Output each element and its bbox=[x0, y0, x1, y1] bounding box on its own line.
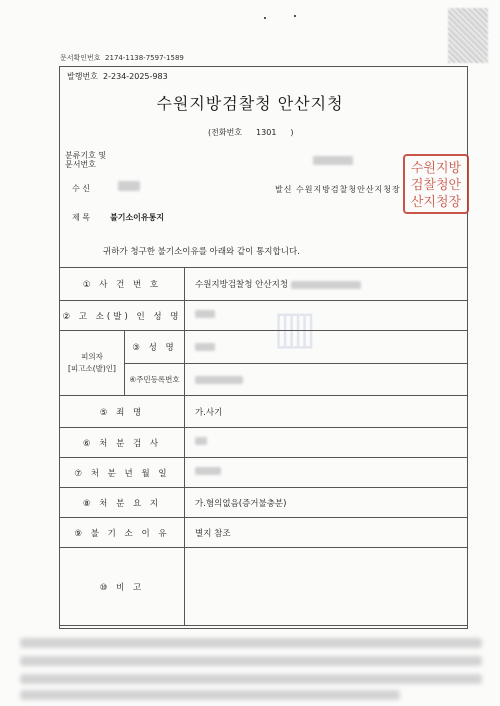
table-row bbox=[60, 548, 468, 626]
subject-label: 제 목 bbox=[72, 213, 90, 222]
table-row bbox=[60, 428, 468, 458]
suspect-group-cell bbox=[60, 331, 185, 396]
redacted-doc-number bbox=[313, 156, 353, 165]
row-label: ⑧ 처 분 요 지 bbox=[60, 488, 185, 518]
row-label: ③ 성 명 bbox=[125, 331, 184, 364]
table-row bbox=[60, 268, 468, 301]
row-label: ④주민등록번호 bbox=[129, 374, 180, 384]
sender: 발신 수원지방검찰청안산지청장 bbox=[275, 185, 401, 194]
table-row bbox=[60, 331, 468, 396]
table-row bbox=[60, 396, 468, 428]
disposition-summary-value: 가.혐의없음(증거불충분) bbox=[185, 488, 468, 518]
table-row bbox=[60, 518, 468, 548]
page-title: 수원지방검찰청 안산지청 bbox=[156, 94, 344, 113]
official-seal: 수원지방 검찰청안 산지청장 bbox=[403, 154, 469, 214]
table-row bbox=[60, 488, 468, 518]
row-label: ② 고 소(발) 인 성 명 bbox=[60, 301, 185, 331]
redacted-footer-line bbox=[20, 656, 482, 666]
redacted-footer-line bbox=[20, 674, 482, 684]
row-label: ⑦ 처 분 년 월 일 bbox=[60, 458, 185, 488]
recipient-label: 수 신 bbox=[72, 184, 90, 193]
row-label: ⑥ 처 분 검 사 bbox=[60, 428, 185, 458]
phone-line: (전화번호 1301 ) bbox=[208, 128, 294, 137]
doc-confirm-number: 문서확인번호 2174-1138-7597-1589 bbox=[60, 54, 184, 62]
table-row bbox=[60, 458, 468, 488]
scan-speck bbox=[294, 15, 296, 17]
row-label: ⑤ 죄 명 bbox=[60, 396, 185, 428]
row-label: ⑩ 비 고 bbox=[60, 548, 185, 626]
redacted-recipient bbox=[118, 181, 140, 191]
case-number-value: 수원지방검찰청 안산지청 bbox=[185, 268, 468, 301]
non-prosecution-reason-value: 별지 참조 bbox=[185, 518, 468, 548]
complainant-value bbox=[185, 301, 468, 331]
watermark: ▥ bbox=[273, 300, 317, 354]
table-row bbox=[60, 301, 468, 331]
remarks-value bbox=[185, 548, 468, 626]
suspect-group-label: 피의자 [피고소(발)인] bbox=[60, 331, 125, 395]
redacted-footer-line bbox=[20, 690, 400, 700]
notice-text: 귀하가 청구한 불기소이유를 아래와 같이 통지합니다. bbox=[103, 247, 300, 257]
row-label: ① 사 건 번 호 bbox=[60, 268, 185, 301]
issue-number: 발행번호 2-234-2025-983 bbox=[67, 72, 168, 81]
row-label: ⑨ 불 기 소 이 유 bbox=[60, 518, 185, 548]
disposition-table bbox=[59, 267, 468, 626]
disposition-date-value bbox=[185, 458, 468, 488]
barcode-stamp bbox=[448, 8, 488, 63]
redacted-footer-line bbox=[20, 638, 482, 648]
doc-number-label: 분류기호 및 문서번호 bbox=[65, 151, 107, 169]
charge-value: 가.사기 bbox=[185, 396, 468, 428]
scan-speck bbox=[264, 17, 266, 19]
prosecutor-value bbox=[185, 428, 468, 458]
subject: 불기소이유통지 bbox=[110, 213, 165, 222]
suspect-values bbox=[185, 331, 468, 396]
